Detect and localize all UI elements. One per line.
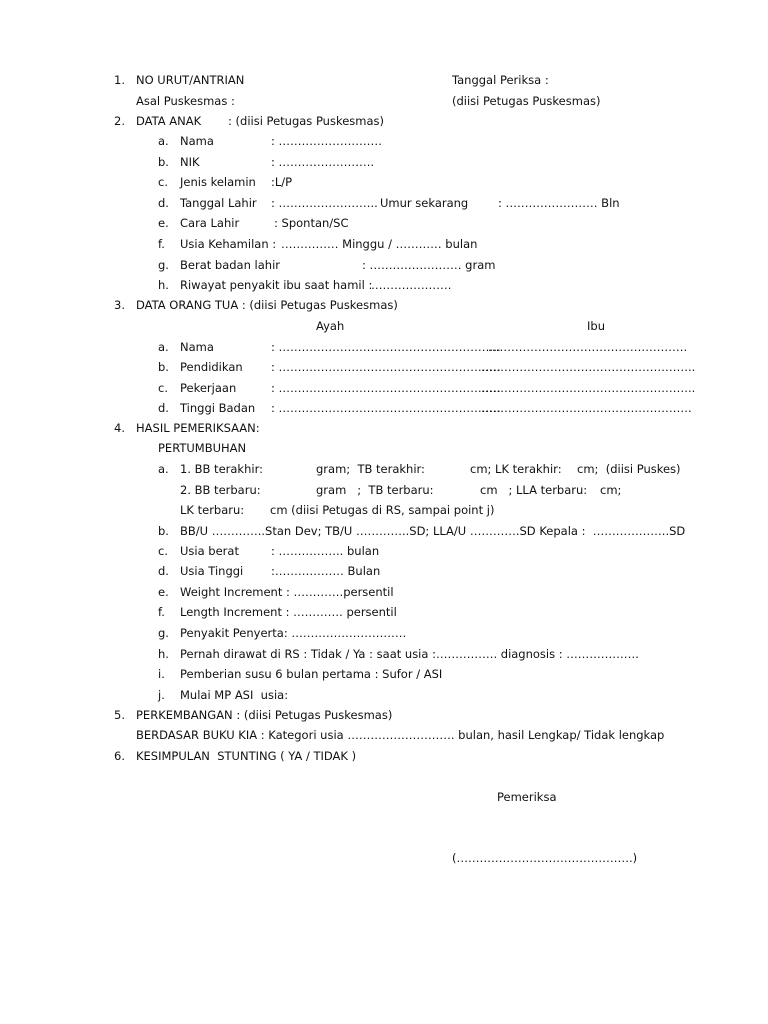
field-label-usia-tinggi: Usia Tinggi (180, 564, 244, 578)
section-number: 5. (114, 708, 125, 722)
list-marker: i. (158, 667, 165, 681)
field-line-mulai-mp-asi: Mulai MP ASI usia: (180, 688, 289, 702)
section-number: 6. (114, 749, 125, 763)
list-marker: f. (158, 605, 165, 619)
list-marker: g. (158, 258, 169, 272)
list-marker: a. (158, 462, 169, 476)
column-header-ayah: Ayah (316, 319, 345, 333)
field-label-tinggi-badan: Tinggi Badan (180, 401, 256, 415)
section-title-kesimpulan-stunting: KESIMPULAN STUNTING ( YA / TIDAK ) (136, 749, 357, 763)
field-line-penyakit-penyerta: Penyakit Penyerta: ………………………… (180, 626, 407, 640)
field-label-pendidikan: Pendidikan (180, 360, 243, 374)
field-value-ayah: : …………………………………………………. (271, 401, 501, 415)
field-value-nik: : ……………………. (271, 155, 375, 169)
signature-line: (……………………………………….) (452, 851, 638, 865)
field-label-cara-lahir: Cara Lahir (180, 216, 240, 230)
field-label-tb-terakhir: gram; TB terakhir: (316, 462, 425, 476)
list-marker: c. (158, 175, 168, 189)
field-line-pemberian-susu: Pemberian susu 6 bulan pertama : Sufor / ASI (180, 667, 443, 681)
field-line-length-increment: Length Increment : …………. persentil (180, 605, 397, 619)
subsection-title-pertumbuhan: PERTUMBUHAN (158, 441, 247, 455)
list-marker: b. (158, 155, 169, 169)
list-marker: a. (158, 340, 169, 354)
list-marker: g. (158, 626, 169, 640)
field-value-ibu: ……………………………………………….. (481, 381, 696, 395)
field-value-jenis-kelamin: :L/P (271, 175, 293, 189)
field-value-ibu: ………………………………………………. (481, 401, 692, 415)
section-number: 2. (114, 114, 125, 128)
field-value-cara-lahir: : Spontan/SC (274, 216, 349, 230)
list-marker: a. (158, 134, 169, 148)
list-marker: e. (158, 585, 169, 599)
signature-title: Pemeriksa (497, 790, 557, 804)
list-marker: b. (158, 524, 169, 538)
field-value-ayah: : …………………………………………………. (271, 381, 501, 395)
section-title-data-anak: DATA ANAK (136, 114, 202, 128)
field-value-umur-sekarang: : …………………… Bln (498, 196, 620, 210)
field-line-z-score: BB/U …………..Stan Dev; TB/U …………..SD; LLA/U ………….SD Kepala : ………………..SD (180, 524, 686, 538)
field-label-bb-terbaru: 2. BB terbaru: (180, 483, 261, 497)
field-note-diisi-rs: cm (diisi Petugas di RS, sampai point j) (270, 503, 495, 517)
field-label-jenis-kelamin: Jenis kelamin (180, 175, 256, 189)
field-label-lk-terbaru: LK terbaru: (180, 503, 245, 517)
section-note: : (diisi Petugas Puskesmas) (228, 114, 384, 128)
field-label-tb-terbaru: gram ; TB terbaru: (316, 483, 434, 497)
list-marker: h. (158, 278, 169, 292)
field-label-nik: NIK (180, 155, 200, 169)
field-value-usia-kehamilan: …………… Minggu / ………… bulan (281, 237, 478, 251)
list-marker: b. (158, 360, 169, 374)
column-header-ibu: Ibu (587, 319, 605, 333)
list-marker: d. (158, 401, 169, 415)
field-value-nama: : ……………………… (271, 134, 383, 148)
field-note-diisi-puskes: cm; (diisi Puskes) (577, 462, 681, 476)
field-value-tanggal-lahir: : …………………….. (271, 196, 378, 210)
field-value-berat-badan-lahir: : …………………… gram (362, 258, 496, 272)
field-label-tanggal-lahir: Tanggal Lahir (180, 196, 257, 210)
section-title-data-orang-tua: DATA ORANG TUA : (diisi Petugas Puskesmas) (136, 298, 398, 312)
field-line-pernah-dirawat: Pernah dirawat di RS : Tidak / Ya : saat usia :……………. diagnosis : ………………. (180, 647, 639, 661)
field-value-usia-tinggi: :……………… Bulan (271, 564, 381, 578)
field-label-usia-kehamilan: Usia Kehamilan : (180, 237, 277, 251)
list-marker: d. (158, 564, 169, 578)
field-label-nama-ortu: Nama (180, 340, 214, 354)
field-label-asal-puskesmas: Asal Puskesmas : (136, 94, 235, 108)
field-value-riwayat-penyakit: ………………… (371, 278, 452, 292)
section-number: 3. (114, 298, 125, 312)
list-marker: d. (158, 196, 169, 210)
field-label-umur-sekarang: Umur sekarang (380, 196, 469, 210)
field-label-lla-terbaru: cm ; LLA terbaru: (480, 483, 588, 497)
note-diisi-petugas: (diisi Petugas Puskesmas) (452, 94, 601, 108)
field-label-no-urut: NO URUT/ANTRIAN (136, 73, 245, 87)
field-label-nama: Nama (180, 134, 214, 148)
list-marker: e. (158, 216, 169, 230)
field-value-usia-berat: : …………….. bulan (271, 544, 380, 558)
section-title-perkembangan: PERKEMBANGAN : (diisi Petugas Puskesmas) (136, 708, 393, 722)
field-line-weight-increment: Weight Increment : ………….persentil (180, 585, 394, 599)
field-label-lk-terakhir: cm; LK terakhir: (470, 462, 562, 476)
field-line-buku-kia: BERDASAR BUKU KIA : Kategori usia ………………………. bulan, hasil Lengkap/ Tidak lengkap (136, 728, 665, 742)
field-label-berat-badan-lahir: Berat badan lahir (180, 258, 280, 272)
field-value-ibu: ……………………………………………. (488, 340, 688, 354)
field-value-ayah: : …………………………………………………. (271, 340, 501, 354)
field-value-ayah: : …………………………………………………. (271, 360, 501, 374)
field-value-ibu: ……………………………………………….. (481, 360, 696, 374)
field-unit-cm: cm; (600, 483, 622, 497)
list-marker: c. (158, 544, 168, 558)
list-marker: c. (158, 381, 168, 395)
field-label-bb-terakhir: 1. BB terakhir: (180, 462, 263, 476)
list-marker: j. (158, 688, 165, 702)
section-number: 4. (114, 421, 125, 435)
field-label-tanggal-periksa: Tanggal Periksa : (452, 73, 549, 87)
field-label-usia-berat: Usia berat (180, 544, 239, 558)
section-title-hasil-pemeriksaan: HASIL PEMERIKSAAN: (136, 421, 260, 435)
list-marker: h. (158, 647, 169, 661)
list-marker: f. (158, 237, 165, 251)
section-number: 1. (114, 73, 125, 87)
field-label-riwayat-penyakit: Riwayat penyakit ibu saat hamil : (180, 278, 373, 292)
field-label-pekerjaan: Pekerjaan (180, 381, 237, 395)
